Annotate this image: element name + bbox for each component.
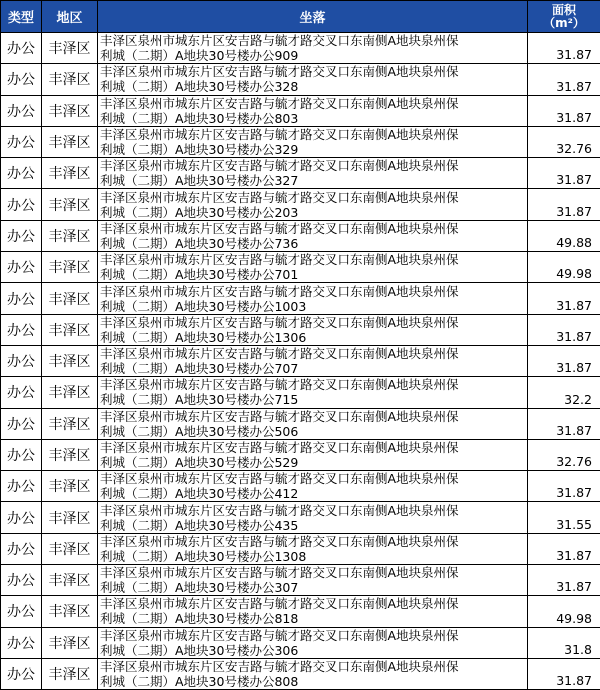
address-line-2: 利城（二期）A地块30号楼办公327 xyxy=(100,173,527,188)
cell-type: 办公 xyxy=(1,658,42,689)
cell-area: 32.76 xyxy=(528,439,600,470)
cell-district: 丰泽区 xyxy=(42,189,98,220)
address-line-2: 利城（二期）A地块30号楼办公736 xyxy=(100,236,527,251)
address-line-1: 丰泽区泉州市城东片区安吉路与毓才路交叉口东南侧A地块泉州保 xyxy=(100,471,527,486)
address-line-1: 丰泽区泉州市城东片区安吉路与毓才路交叉口东南侧A地块泉州保 xyxy=(100,64,527,79)
address-line-2: 利城（二期）A地块30号楼办公306 xyxy=(100,643,527,658)
cell-area: 31.87 xyxy=(528,314,600,345)
cell-type: 办公 xyxy=(1,314,42,345)
cell-district: 丰泽区 xyxy=(42,502,98,533)
cell-area: 31.87 xyxy=(528,95,600,126)
cell-type: 办公 xyxy=(1,95,42,126)
table-row xyxy=(1,158,600,189)
address-line-1: 丰泽区泉州市城东片区安吉路与毓才路交叉口东南侧A地块泉州保 xyxy=(100,190,527,205)
cell-address xyxy=(98,189,528,220)
cell-district: 丰泽区 xyxy=(42,565,98,596)
cell-address xyxy=(98,64,528,95)
table-row xyxy=(1,596,600,627)
table-row xyxy=(1,252,600,283)
cell-type: 办公 xyxy=(1,439,42,470)
address-line-2: 利城（二期）A地块30号楼办公412 xyxy=(100,486,527,501)
cell-address xyxy=(98,502,528,533)
address-line-1: 丰泽区泉州市城东片区安吉路与毓才路交叉口东南侧A地块泉州保 xyxy=(100,315,527,330)
cell-address xyxy=(98,565,528,596)
table-row xyxy=(1,377,600,408)
cell-area: 32.2 xyxy=(528,377,600,408)
cell-area: 31.87 xyxy=(528,658,600,689)
address-line-1: 丰泽区泉州市城东片区安吉路与毓才路交叉口东南侧A地块泉州保 xyxy=(100,628,527,643)
cell-type: 办公 xyxy=(1,126,42,157)
header-area-label: 面积 xyxy=(528,4,600,17)
cell-type: 办公 xyxy=(1,220,42,251)
address-line-1: 丰泽区泉州市城东片区安吉路与毓才路交叉口东南侧A地块泉州保 xyxy=(100,96,527,111)
cell-district: 丰泽区 xyxy=(42,314,98,345)
address-line-2: 利城（二期）A地块30号楼办公329 xyxy=(100,142,527,157)
cell-district: 丰泽区 xyxy=(42,471,98,502)
cell-address xyxy=(98,345,528,376)
header-area xyxy=(528,1,600,33)
table-row xyxy=(1,565,600,596)
cell-type: 办公 xyxy=(1,345,42,376)
cell-district: 丰泽区 xyxy=(42,377,98,408)
header-row xyxy=(1,1,600,33)
cell-address xyxy=(98,658,528,689)
table-row xyxy=(1,314,600,345)
address-line-1: 丰泽区泉州市城东片区安吉路与毓才路交叉口东南侧A地块泉州保 xyxy=(100,565,527,580)
cell-type: 办公 xyxy=(1,408,42,439)
cell-area: 49.88 xyxy=(528,220,600,251)
address-line-2: 利城（二期）A地块30号楼办公707 xyxy=(100,361,527,376)
cell-area: 31.87 xyxy=(528,189,600,220)
table-row xyxy=(1,533,600,564)
address-line-1: 丰泽区泉州市城东片区安吉路与毓才路交叉口东南侧A地块泉州保 xyxy=(100,346,527,361)
cell-type: 办公 xyxy=(1,283,42,314)
cell-district: 丰泽区 xyxy=(42,126,98,157)
cell-district: 丰泽区 xyxy=(42,158,98,189)
cell-type: 办公 xyxy=(1,189,42,220)
address-line-2: 利城（二期）A地块30号楼办公909 xyxy=(100,48,527,63)
address-line-1: 丰泽区泉州市城东片区安吉路与毓才路交叉口东南侧A地块泉州保 xyxy=(100,127,527,142)
cell-address xyxy=(98,439,528,470)
header-type: 类型 xyxy=(1,1,42,33)
table-row xyxy=(1,502,600,533)
cell-address xyxy=(98,408,528,439)
cell-district: 丰泽区 xyxy=(42,596,98,627)
address-line-2: 利城（二期）A地块30号楼办公818 xyxy=(100,611,527,626)
address-line-2: 利城（二期）A地块30号楼办公203 xyxy=(100,205,527,220)
address-line-1: 丰泽区泉州市城东片区安吉路与毓才路交叉口东南侧A地块泉州保 xyxy=(100,284,527,299)
cell-address xyxy=(98,596,528,627)
table-row xyxy=(1,408,600,439)
address-line-1: 丰泽区泉州市城东片区安吉路与毓才路交叉口东南侧A地块泉州保 xyxy=(100,377,527,392)
cell-address xyxy=(98,471,528,502)
cell-area: 31.8 xyxy=(528,627,600,658)
address-line-2: 利城（二期）A地块30号楼办公1306 xyxy=(100,330,527,345)
address-line-2: 利城（二期）A地块30号楼办公529 xyxy=(100,455,527,470)
cell-type: 办公 xyxy=(1,596,42,627)
cell-area: 31.55 xyxy=(528,502,600,533)
cell-address xyxy=(98,220,528,251)
cell-district: 丰泽区 xyxy=(42,64,98,95)
cell-district: 丰泽区 xyxy=(42,283,98,314)
cell-type: 办公 xyxy=(1,533,42,564)
address-line-1: 丰泽区泉州市城东片区安吉路与毓才路交叉口东南侧A地块泉州保 xyxy=(100,534,527,549)
address-line-1: 丰泽区泉州市城东片区安吉路与毓才路交叉口东南侧A地块泉州保 xyxy=(100,221,527,236)
header-area-unit: （m²） xyxy=(528,17,600,30)
cell-type: 办公 xyxy=(1,565,42,596)
cell-district: 丰泽区 xyxy=(42,533,98,564)
address-line-2: 利城（二期）A地块30号楼办公1308 xyxy=(100,549,527,564)
table-row xyxy=(1,345,600,376)
cell-type: 办公 xyxy=(1,252,42,283)
address-line-2: 利城（二期）A地块30号楼办公506 xyxy=(100,424,527,439)
address-line-1: 丰泽区泉州市城东片区安吉路与毓才路交叉口东南侧A地块泉州保 xyxy=(100,252,527,267)
address-line-1: 丰泽区泉州市城东片区安吉路与毓才路交叉口东南侧A地块泉州保 xyxy=(100,33,527,48)
address-line-1: 丰泽区泉州市城东片区安吉路与毓才路交叉口东南侧A地块泉州保 xyxy=(100,596,527,611)
table-row xyxy=(1,126,600,157)
cell-area: 31.87 xyxy=(528,408,600,439)
table-row xyxy=(1,283,600,314)
table-row xyxy=(1,220,600,251)
cell-district: 丰泽区 xyxy=(42,658,98,689)
address-line-1: 丰泽区泉州市城东片区安吉路与毓才路交叉口东南侧A地块泉州保 xyxy=(100,659,527,674)
cell-address xyxy=(98,252,528,283)
address-line-2: 利城（二期）A地块30号楼办公1003 xyxy=(100,299,527,314)
address-line-2: 利城（二期）A地块30号楼办公808 xyxy=(100,674,527,689)
cell-address xyxy=(98,33,528,64)
table-row xyxy=(1,95,600,126)
cell-district: 丰泽区 xyxy=(42,408,98,439)
header-address: 坐落 xyxy=(98,1,528,33)
cell-district: 丰泽区 xyxy=(42,252,98,283)
cell-district: 丰泽区 xyxy=(42,220,98,251)
cell-type: 办公 xyxy=(1,471,42,502)
address-line-2: 利城（二期）A地块30号楼办公715 xyxy=(100,392,527,407)
address-line-1: 丰泽区泉州市城东片区安吉路与毓才路交叉口东南侧A地块泉州保 xyxy=(100,440,527,455)
cell-address xyxy=(98,126,528,157)
cell-area: 32.76 xyxy=(528,126,600,157)
cell-address xyxy=(98,283,528,314)
cell-type: 办公 xyxy=(1,33,42,64)
cell-area: 31.87 xyxy=(528,471,600,502)
address-line-2: 利城（二期）A地块30号楼办公328 xyxy=(100,79,527,94)
cell-district: 丰泽区 xyxy=(42,439,98,470)
address-line-1: 丰泽区泉州市城东片区安吉路与毓才路交叉口东南侧A地块泉州保 xyxy=(100,409,527,424)
cell-area: 31.87 xyxy=(528,565,600,596)
address-line-1: 丰泽区泉州市城东片区安吉路与毓才路交叉口东南侧A地块泉州保 xyxy=(100,503,527,518)
table-row xyxy=(1,658,600,689)
cell-area: 49.98 xyxy=(528,252,600,283)
table-row xyxy=(1,439,600,470)
address-line-2: 利城（二期）A地块30号楼办公803 xyxy=(100,111,527,126)
cell-area: 31.87 xyxy=(528,33,600,64)
table-body xyxy=(1,33,600,690)
cell-address xyxy=(98,533,528,564)
cell-type: 办公 xyxy=(1,502,42,533)
cell-area: 31.87 xyxy=(528,345,600,376)
cell-address xyxy=(98,377,528,408)
cell-address xyxy=(98,95,528,126)
address-line-2: 利城（二期）A地块30号楼办公701 xyxy=(100,267,527,282)
cell-address xyxy=(98,158,528,189)
cell-type: 办公 xyxy=(1,64,42,95)
cell-area: 31.87 xyxy=(528,64,600,95)
cell-area: 31.87 xyxy=(528,158,600,189)
cell-address xyxy=(98,314,528,345)
address-line-1: 丰泽区泉州市城东片区安吉路与毓才路交叉口东南侧A地块泉州保 xyxy=(100,158,527,173)
cell-type: 办公 xyxy=(1,627,42,658)
cell-district: 丰泽区 xyxy=(42,95,98,126)
cell-type: 办公 xyxy=(1,377,42,408)
cell-district: 丰泽区 xyxy=(42,33,98,64)
table-row xyxy=(1,33,600,64)
cell-district: 丰泽区 xyxy=(42,627,98,658)
cell-area: 31.87 xyxy=(528,283,600,314)
cell-area: 31.87 xyxy=(528,533,600,564)
table-row xyxy=(1,64,600,95)
cell-area: 49.98 xyxy=(528,596,600,627)
table-row xyxy=(1,627,600,658)
address-line-2: 利城（二期）A地块30号楼办公307 xyxy=(100,580,527,595)
table-row xyxy=(1,189,600,220)
cell-district: 丰泽区 xyxy=(42,345,98,376)
cell-address xyxy=(98,627,528,658)
cell-type: 办公 xyxy=(1,158,42,189)
address-line-2: 利城（二期）A地块30号楼办公435 xyxy=(100,518,527,533)
header-district: 地区 xyxy=(42,1,98,33)
table-row xyxy=(1,471,600,502)
